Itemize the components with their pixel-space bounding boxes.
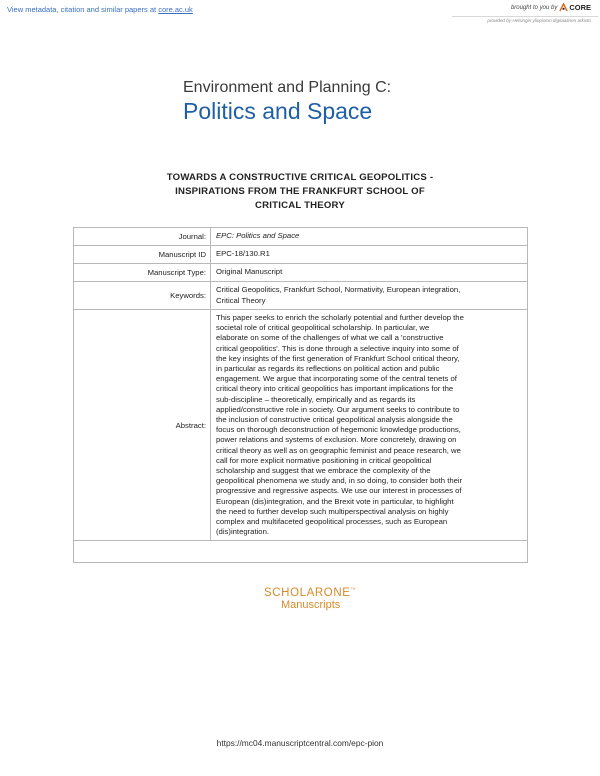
paper-title bbox=[100, 171, 500, 213]
paper-title-line: CRITICAL THEORY bbox=[255, 200, 345, 211]
abstract-line: the need to further develop such multiperspectival analysis on highly bbox=[216, 506, 449, 516]
journal-title-line2: Politics and Space bbox=[183, 98, 373, 124]
journal-title-line1: Environment and Planning C: bbox=[183, 79, 392, 96]
core-logo-icon bbox=[559, 3, 568, 12]
manuscript-id-value: EPC-18/130.R1 bbox=[211, 246, 528, 264]
scholarone-one: ONE bbox=[323, 587, 351, 599]
abstract-line: focus on thorough deconstruction of hegemonic knowledge productions, bbox=[216, 425, 461, 435]
abstract-line: societal role of critical geopolitical scholarship. In particular, we bbox=[216, 323, 430, 333]
keywords-row bbox=[74, 282, 528, 310]
abstract-line: in particular as regards its reflections on political action and public bbox=[216, 364, 440, 374]
metadata-notice-text: View metadata, citation and similar papers at bbox=[7, 5, 157, 14]
abstract-value bbox=[211, 310, 528, 541]
abstract-line: the key insights of the first generation of Frankfurt School critical theory, bbox=[216, 353, 460, 363]
core-banner bbox=[0, 0, 600, 30]
core-logo-text: CORE bbox=[569, 3, 591, 12]
journal-value: EPC: Politics and Space bbox=[211, 228, 528, 246]
abstract-line: critical theory into critical geopolitics has important implications for the bbox=[216, 384, 454, 394]
brought-by bbox=[511, 3, 591, 12]
provided-by: provided by Helsingin yliopiston digitaalinen arkisto bbox=[487, 18, 591, 23]
abstract-line: engagement. We argue that incorporating some of the central tenets of bbox=[216, 374, 457, 384]
abstract-line: power relations and systems of exclusion. More concretely, drawing on bbox=[216, 435, 457, 445]
abstract-line: geopolitical phenomena we study and, in so doing, to consider both their bbox=[216, 476, 463, 486]
scholarone-tm: ™ bbox=[350, 587, 357, 594]
abstract-line: the inclusion of constructive critical geopolitical analysis alongside the bbox=[216, 415, 453, 425]
journal-row bbox=[74, 228, 528, 246]
abstract-line: elaborate on some of the challenges of what we call a 'constructive bbox=[216, 333, 444, 343]
keywords-value bbox=[211, 282, 528, 310]
abstract-line: European (dis)integration, and the Brexit vote in particular, to highlight bbox=[216, 496, 454, 506]
scholarone-wordmark bbox=[264, 587, 374, 599]
keywords-line: Critical Theory bbox=[216, 295, 266, 305]
empty-cell bbox=[74, 541, 528, 563]
keywords-line: Critical Geopolitics, Frankfurt School, Normativity, European integration, bbox=[216, 285, 461, 295]
abstract-line: critical theory as well as on geographic feminist and peace research, we bbox=[216, 445, 461, 455]
manuscript-metadata-table bbox=[73, 227, 528, 563]
manuscript-type-label: Manuscript Type: bbox=[74, 264, 211, 282]
abstract-line: applied/constructive role in society. Our argument seeks to contribute to bbox=[216, 404, 460, 414]
keywords-label: Keywords: bbox=[74, 282, 211, 310]
journal-label: Journal: bbox=[74, 228, 211, 246]
paper-title-line: INSPIRATIONS FROM THE FRANKFURT SCHOOL OF bbox=[175, 186, 425, 197]
footer-url[interactable]: https://mc04.manuscriptcentral.com/epc-pion bbox=[216, 738, 384, 748]
scholarone-manuscripts: Manuscripts bbox=[281, 599, 341, 611]
abstract-line: complex and multifaceted geopolitical processes, such as European bbox=[216, 517, 448, 527]
abstract-line: critical geopolitics'. This is done through a selective inquiry into some of bbox=[216, 343, 459, 353]
core-logo[interactable] bbox=[559, 3, 591, 12]
abstract-line: progressive and regressive aspects. We use our interest in processes of bbox=[216, 486, 462, 496]
abstract-row bbox=[74, 310, 528, 541]
abstract-line: scholarship and suggest that we embrace the complexity of the bbox=[216, 466, 431, 476]
abstract-line: (dis)integration. bbox=[216, 527, 269, 537]
manuscript-type-row bbox=[74, 264, 528, 282]
abstract-line: sub-discipline – theoretically, empirically and as regards its bbox=[216, 394, 416, 404]
paper-title-line: TOWARDS A CONSTRUCTIVE CRITICAL GEOPOLITICS - bbox=[166, 172, 434, 183]
abstract-line: call for more explicit normative positioning in critical geopolitical bbox=[216, 455, 432, 465]
abstract-label: Abstract: bbox=[74, 310, 211, 541]
metadata-notice bbox=[7, 5, 193, 14]
manuscript-id-label: Manuscript ID bbox=[74, 246, 211, 264]
scholarone-logo bbox=[264, 587, 374, 611]
brought-by-text: brought to you by bbox=[510, 4, 558, 11]
manuscript-id-row bbox=[74, 246, 528, 264]
banner-divider bbox=[452, 16, 598, 17]
scholarone-scholar: SCHOLAR bbox=[264, 587, 324, 599]
manuscript-type-value: Original Manuscript bbox=[211, 264, 528, 282]
core-link[interactable]: core.ac.uk bbox=[158, 5, 193, 14]
empty-row bbox=[74, 541, 528, 563]
abstract-line: This paper seeks to enrich the scholarly potential and further develop the bbox=[216, 313, 464, 322]
